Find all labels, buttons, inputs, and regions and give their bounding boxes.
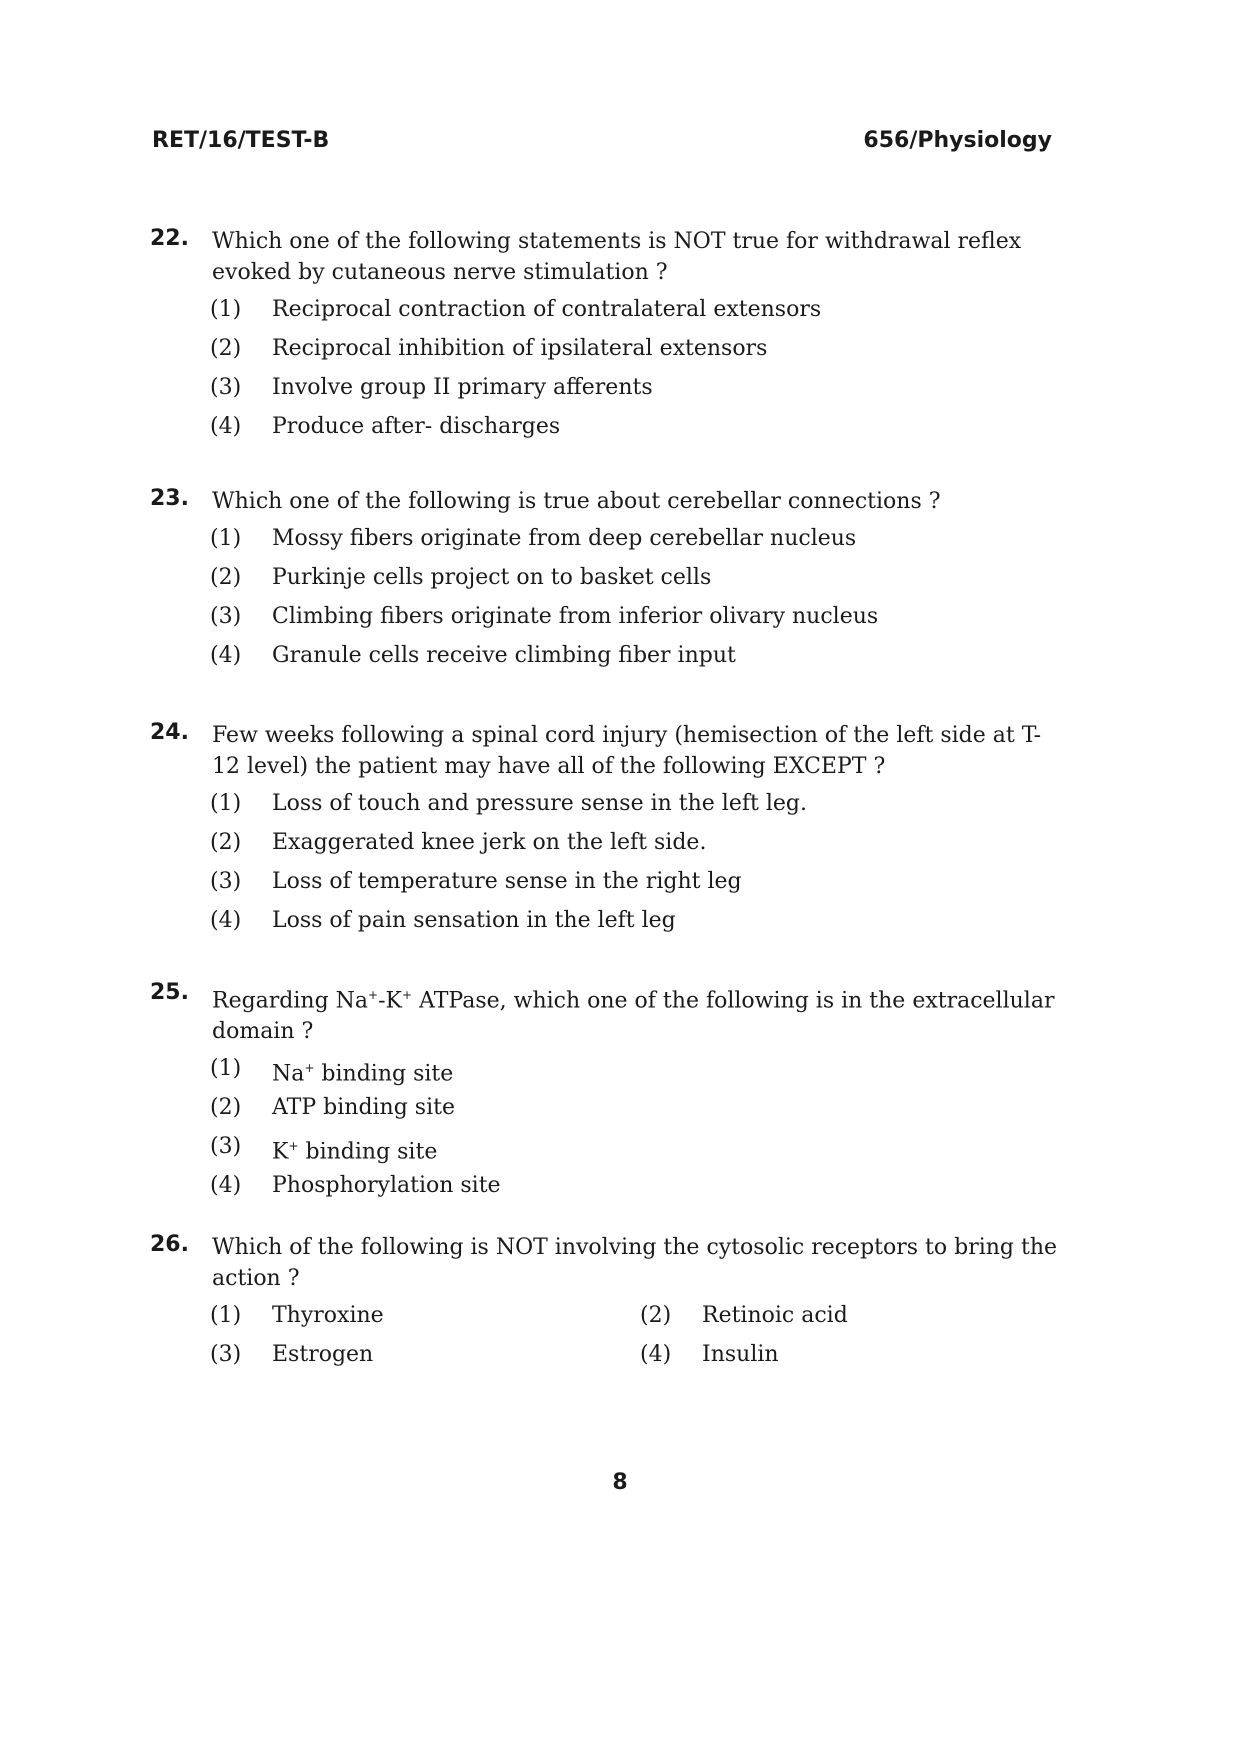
option-1 (210, 1300, 640, 1331)
option-2 (210, 827, 1060, 866)
option-2 (210, 1092, 1060, 1131)
question-text-part: -K (378, 988, 402, 1014)
question-24 (150, 720, 1060, 944)
option-number: (2) (210, 1095, 242, 1121)
option-number: (2) (210, 336, 242, 361)
question-text-part: Regarding Na (212, 988, 369, 1014)
option-4 (640, 1339, 940, 1370)
page-header (152, 128, 1052, 160)
option-text: Produce after- discharges (272, 414, 561, 439)
option-text: Loss of temperature sense in the right leg (272, 869, 742, 894)
option-number: (4) (640, 1342, 672, 1367)
superscript-plus: + (401, 988, 413, 1002)
option-number: (1) (210, 526, 242, 551)
option-text: Exaggerated knee jerk on the left side. (272, 830, 707, 855)
option-text: Purkinje cells project on to basket cells (272, 565, 712, 590)
option-text: Estrogen (272, 1342, 374, 1367)
exam-code: RET/16/TEST-B (152, 128, 330, 153)
option-4 (210, 905, 1060, 944)
option-number: (1) (210, 1056, 242, 1082)
subject-code: 656/Physiology (863, 128, 1052, 153)
option-number: (1) (210, 1303, 242, 1328)
option-3 (210, 866, 1060, 905)
option-number: (4) (210, 1173, 242, 1199)
question-23 (150, 486, 1060, 679)
option-text: Retinoic acid (702, 1303, 848, 1328)
options-list (210, 294, 1060, 450)
option-text: Loss of touch and pressure sense in the left leg. (272, 791, 807, 816)
option-text: Phosphorylation site (272, 1173, 501, 1199)
option-1 (210, 294, 1060, 333)
option-2 (640, 1300, 940, 1331)
question-text (212, 980, 1060, 1047)
option-text-part: K (272, 1139, 289, 1165)
question-22 (150, 226, 1060, 450)
option-1 (210, 788, 1060, 827)
option-text: Insulin (702, 1342, 779, 1367)
option-4 (210, 411, 1060, 450)
option-text: Mossy fibers originate from deep cerebellar nucleus (272, 526, 857, 551)
option-number: (1) (210, 297, 242, 322)
option-number: (3) (210, 1342, 242, 1367)
question-number: 23. (150, 486, 189, 511)
option-number: (2) (210, 565, 242, 590)
option-number: (2) (640, 1303, 672, 1328)
superscript-plus: + (288, 1139, 299, 1154)
option-text-part: binding site (298, 1139, 438, 1165)
option-text: Reciprocal contraction of contralateral extensors (272, 297, 822, 322)
option-number: (4) (210, 643, 242, 668)
option-text (272, 1131, 437, 1167)
option-number: (1) (210, 791, 242, 816)
option-3 (210, 601, 1060, 640)
question-25 (150, 980, 1060, 1209)
option-number: (3) (210, 869, 242, 894)
question-text-part: ATPase, which one of the following is in the extracellular domain ? (212, 988, 1055, 1045)
option-text-part: Na (272, 1061, 305, 1087)
option-3 (210, 1339, 640, 1370)
page-number: 8 (612, 1470, 628, 1495)
option-text: Climbing fibers originate from inferior olivary nucleus (272, 604, 879, 629)
option-text: Granule cells receive climbing fiber input (272, 643, 736, 668)
options-list (210, 788, 1060, 944)
option-3 (210, 372, 1060, 411)
superscript-plus: + (368, 988, 379, 1002)
question-number: 26. (150, 1232, 189, 1257)
option-number: (2) (210, 830, 242, 855)
question-text: Which one of the following statements is NOT true for withdrawal reflex evoked by cutaneous nerve stimulation ? (212, 229, 1022, 285)
option-number: (3) (210, 604, 242, 629)
question-26 (150, 1232, 1060, 1370)
option-text: Reciprocal inhibition of ipsilateral extensors (272, 336, 768, 361)
option-text: Involve group II primary afferents (272, 375, 653, 400)
option-number: (4) (210, 908, 242, 933)
question-number: 24. (150, 720, 189, 745)
question-text: Few weeks following a spinal cord injury (hemisection of the left side at T-12 level) the patient may have all of the following EXCEPT ? (212, 723, 1041, 779)
option-text (272, 1053, 453, 1089)
option-2 (210, 333, 1060, 372)
superscript-plus: + (304, 1061, 315, 1076)
question-number: 22. (150, 226, 189, 251)
option-text: ATP binding site (272, 1095, 455, 1121)
option-3 (210, 1131, 1060, 1170)
option-2 (210, 562, 1060, 601)
option-number: (3) (210, 1134, 242, 1160)
option-4 (210, 640, 1060, 679)
option-4 (210, 1170, 1060, 1209)
question-number: 25. (150, 980, 189, 1005)
option-text: Loss of pain sensation in the left leg (272, 908, 676, 933)
option-text: Thyroxine (272, 1303, 384, 1328)
option-number: (3) (210, 375, 242, 400)
options-grid (210, 1300, 1060, 1370)
options-list (210, 523, 1060, 679)
question-text: Which one of the following is true about cerebellar connections ? (212, 489, 941, 514)
option-text-part: binding site (314, 1061, 454, 1087)
options-list (210, 1053, 1060, 1209)
question-text: Which of the following is NOT involving the cytosolic receptors to bring the action ? (212, 1235, 1058, 1291)
option-1 (210, 1053, 1060, 1092)
option-number: (4) (210, 414, 242, 439)
option-1 (210, 523, 1060, 562)
